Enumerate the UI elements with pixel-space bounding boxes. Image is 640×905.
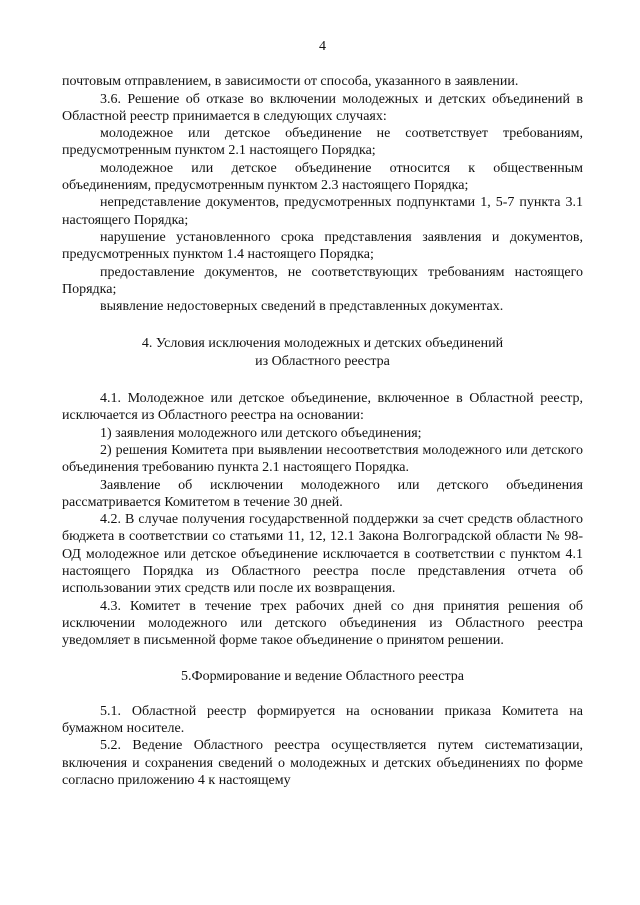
paragraph-3-6: 3.6. Решение об отказе во включении молодежных и детских объединений в Областной реестр принимается в следующих случаях: (62, 91, 583, 124)
refusal-reason-1: молодежное или детское объединение не соответствует требованиям, предусмотренным пунктом 2.1 настоящего Порядка; (62, 126, 583, 159)
paragraph-4-1-item-2: 2) решения Комитета при выявлении несоответствия молодежного или детского объединения требованию пункта 2.1 настоящего Порядка. (62, 442, 583, 476)
spacer (62, 650, 583, 668)
section-4-heading-line-1: 4. Условия исключения молодежных и детских объединений (141, 336, 504, 352)
section-5-heading: 5.Формирование и ведение Областного реестра (181, 668, 464, 684)
section-4-heading-line-2: из Областного реестра (255, 353, 390, 369)
paragraph-5-2: 5.2. Ведение Областного реестра осуществляется путем систематизации, включения и сохранения сведений о молодежных и детских объединениях по форме согласно приложению 4 к настоящему (62, 738, 583, 788)
refusal-reason-6: выявление недостоверных сведений в представленных документах. (100, 299, 504, 315)
page-number: 4 (319, 39, 326, 54)
spacer (62, 315, 583, 335)
paragraph-4-3: 4.3. Комитет в течение трех рабочих дней со дня принятия решения об исключении молодежного или детского объединения из Областного реестра уведомляет в письменной форме такое объединение о принятом решении. (62, 598, 583, 649)
refusal-reason-2: молодежное или детское объединение относится к общественным объединениям, предусмотренным пунктом 2.3 настоящего Порядка; (62, 160, 583, 194)
refusal-reason-3: непредставление документов, предусмотренных подпунктами 1, 5-7 пункта 3.1 настоящего Порядка; (62, 195, 583, 228)
spacer (62, 685, 583, 703)
paragraph-4-1: 4.1. Молодежное или детское объединение, включенное в Областной реестр, исключается из Областного реестра на основании: (62, 391, 583, 424)
refusal-reason-5: предоставление документов, не соответствующих требованиям настоящего Порядка; (62, 264, 583, 297)
refusal-reason-4: нарушение установленного срока представления заявления и документов, предусмотренных пунктом 1.4 настоящего Порядка; (62, 229, 583, 263)
paragraph-continuation: почтовым отправлением, в зависимости от способа, указанного в заявлении. (62, 74, 519, 90)
paragraph-4-2: 4.2. В случае получения государственной поддержки за счет средств областного бюджета в соответствии со статьями 11, 12, 12.1 Закона Волгоградской области № 98-ОД молодежное или детское объединение исключается в соответствии с пунктом 4.1 настоящего Порядка из Областного реестра после представления отчета об использовании этих средств или после их возвращения. (62, 512, 583, 597)
spacer (62, 370, 583, 390)
paragraph-4-1-item-1: 1) заявления молодежного или детского объединения; (100, 425, 422, 441)
paragraph-4-1-application: Заявление об исключении молодежного или детского объединения рассматривается Комитетом в течение 30 дней. (62, 477, 583, 510)
paragraph-5-1: 5.1. Областной реестр формируется на основании приказа Комитета на бумажном носителе. (62, 703, 583, 737)
